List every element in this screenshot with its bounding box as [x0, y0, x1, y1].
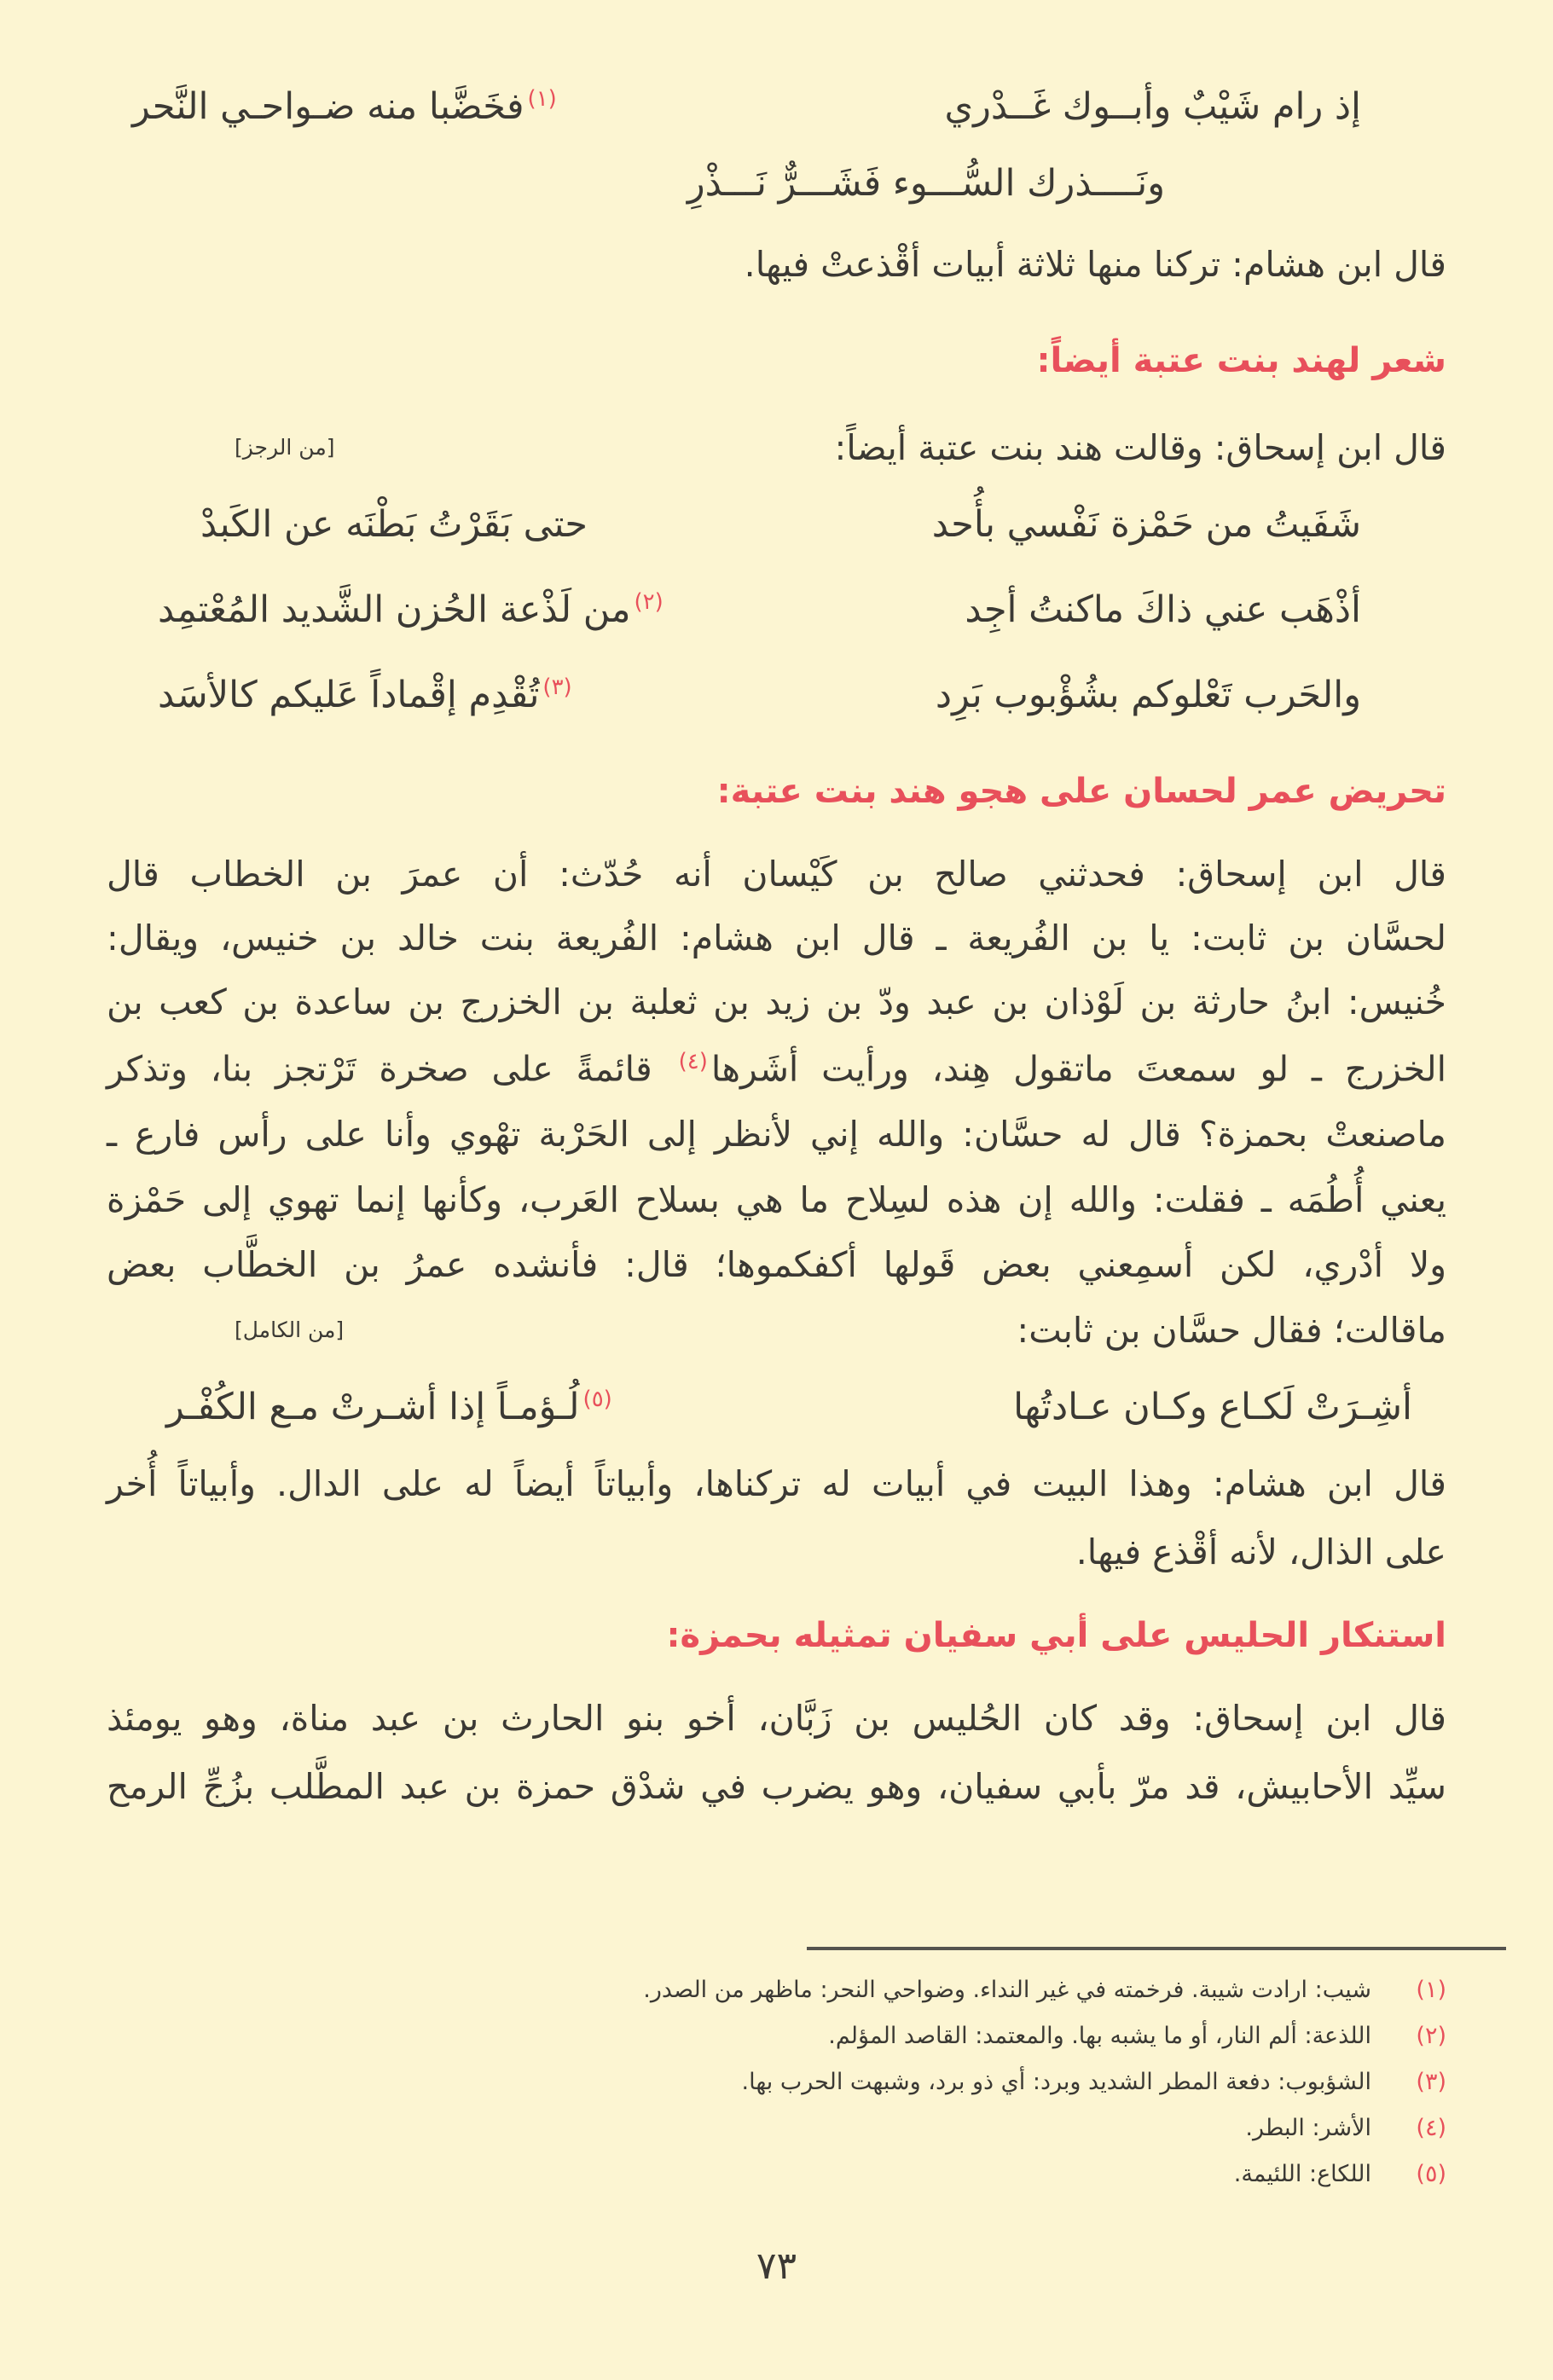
verse-hemistich-left: $^{(٢)}$من لَذْعة الحُزن الشَّديد المُعْتمِد	[158, 588, 664, 631]
verse-hemistich-left: $^{(١)}$فخَضَّبا منه ضـواحـي النَّحر	[132, 85, 557, 128]
section-heading: شعر لهند بنت عتبة أيضاً:	[1036, 341, 1446, 380]
verse-hemistich-right: أشِـرَتْ لَكـاع وكـان عـادتُها	[1013, 1386, 1412, 1428]
footnote-number: (٢)	[1416, 2023, 1446, 2049]
paragraph-line: قال ابن هشام: وهذا البيت في أبيات له تركناها، وأبياتاً أيضاً له على الدال. وأبياتاً أُخر	[107, 1463, 1446, 1504]
section-heading: استنكار الحليس على أبي سفيان تمثيله بحمزة:	[666, 1616, 1446, 1655]
footnote-text: الأشر: البطر.	[1245, 2115, 1371, 2141]
footnote	[107, 2069, 1446, 2095]
verse-hemistich-right: إذ رام شَيْبٌ وأبــوك غَــدْري	[944, 85, 1361, 128]
paragraph-line: لحسَّان بن ثابت: يا بن الفُريعة ـ قال ابن هشام: الفُريعة بنت خالد بن خنيس، ويقال:	[107, 918, 1446, 958]
verse-hemistich-left: حتى بَقَرْتُ بَطْنَه عن الكَبدْ	[200, 503, 588, 546]
footnote-ref[interactable]: (٥)	[582, 1386, 612, 1412]
meter-label: [من الرجز]	[235, 435, 335, 460]
footnote	[107, 2115, 1446, 2141]
footnote-ref[interactable]: (٢)	[634, 588, 664, 615]
footnote-ref[interactable]: (١)	[527, 85, 557, 112]
paragraph-line: قال ابن إسحاق: فحدثني صالح بن كَيْسان أنه حُدّث: أن عمرَ بن الخطاب قال	[107, 854, 1446, 895]
footnote	[107, 2161, 1446, 2187]
verse-hemistich-left: $^{(٣)}$تُقْدِم إقْماداً عَليكم كالأسَد	[158, 674, 572, 716]
paragraph-line: يعني أُطُمَه ـ فقلت: والله إن هذه لسِلاح ما هي بسلاح العَرب، وكأنها إنما تهوي إلى حَمْزة	[107, 1179, 1446, 1220]
footnote-number: (٤)	[1416, 2115, 1446, 2141]
footnote-number: (٥)	[1416, 2161, 1446, 2187]
paragraph: قال ابن هشام: تركنا منها ثلاثة أبيات أقْذعتْ فيها.	[744, 244, 1446, 285]
verse-hemistich-right: والحَرب تَعْلوكم بشُؤْبوب بَرِد	[935, 674, 1361, 716]
paragraph-line: سيِّد الأحابيش، قد مرّ بأبي سفيان، وهو يضرب في شدْق حمزة بن عبد المطَّلب بزُجِّ الرمح	[107, 1766, 1446, 1807]
paragraph-line: قال ابن إسحاق: وقد كان الحُليس بن زَبَّان، أخو بنو الحارث بن عبد مناة، وهو يومئذ	[107, 1698, 1446, 1739]
footnote	[107, 2023, 1446, 2049]
footnote-number: (٣)	[1416, 2069, 1446, 2095]
paragraph-line: ماقالت؛ فقال حسَّان بن ثابت:	[1017, 1310, 1446, 1351]
section-heading: تحريض عمر لحسان على هجو هند بنت عتبة:	[716, 772, 1446, 811]
footnote-separator	[807, 1947, 1506, 1950]
footnote-text: الشؤبوب: دفعة المطر الشديد وبرد: أي ذو برد، وشبهت الحرب بها.	[741, 2069, 1371, 2095]
paragraph-line: الخزرج ـ لو سمعتَ ماتقول هِند، ورأيت أشَرها$^{(٤)}$ قائمةً على صخرة تَرْتجز بنا، وتذكر	[107, 1048, 1446, 1090]
footnote-ref[interactable]: (٤)	[678, 1049, 708, 1074]
paragraph-line: خُنيس: ابنُ حارثة بن لَوْذان بن عبد ودّ بن زيد بن ثعلبة بن الخزرج بن ساعدة بن كعب بن	[107, 982, 1446, 1022]
verse-hemistich-left: $^{(٥)}$لُـؤمـاً إذا أشـرتْ مـع الكُفْـر	[166, 1386, 612, 1428]
book-page	[107, 0, 1446, 2380]
footnote-text: اللكاع: اللئيمة.	[1233, 2161, 1371, 2187]
meter-label: [من الكامل]	[235, 1317, 345, 1342]
footnote-text: شيب: ارادت شيبة. فرخمته في غير النداء. وضواحي النحر: ماظهر من الصدر.	[643, 1977, 1371, 2003]
paragraph-line: ماصنعتْ بحمزة؟ قال له حسَّان: والله إني لأنظر إلى الحَرْبة تهْوي وأنا على رأس فارع ـ	[107, 1114, 1446, 1155]
paragraph-line: ولا أدْري، لكن أسمِعني بعض قَولها أكفكموها؛ قال: فأنشده عمرُ بن الخطَّاب بعض	[107, 1244, 1446, 1285]
footnote-text: اللذعة: ألم النار، أو ما يشبه بها. والمعتمد: القاصد المؤلم.	[828, 2023, 1371, 2049]
footnote-ref[interactable]: (٣)	[542, 674, 572, 700]
footnote-number: (١)	[1416, 1977, 1446, 2003]
page-number: ٧٣	[756, 2244, 797, 2288]
intro-line: قال ابن إسحاق: وقالت هند بنت عتبة أيضاً:	[834, 427, 1446, 468]
paragraph-line: على الذال، لأنه أقْذع فيها.	[1075, 1532, 1446, 1572]
footnote	[107, 1977, 1446, 2003]
verse-hemistich-right: أذْهَب عني ذاكَ ماكنتُ أجِد	[965, 588, 1361, 631]
verse-hemistich-right: شَفَيتُ من حَمْزة نَفْسي بأُحد	[931, 503, 1361, 546]
verse-hemistich-center: ونَــــذرك السُّـــوء فَشَـــرٌّ نَـــذْرِ	[687, 162, 1165, 205]
